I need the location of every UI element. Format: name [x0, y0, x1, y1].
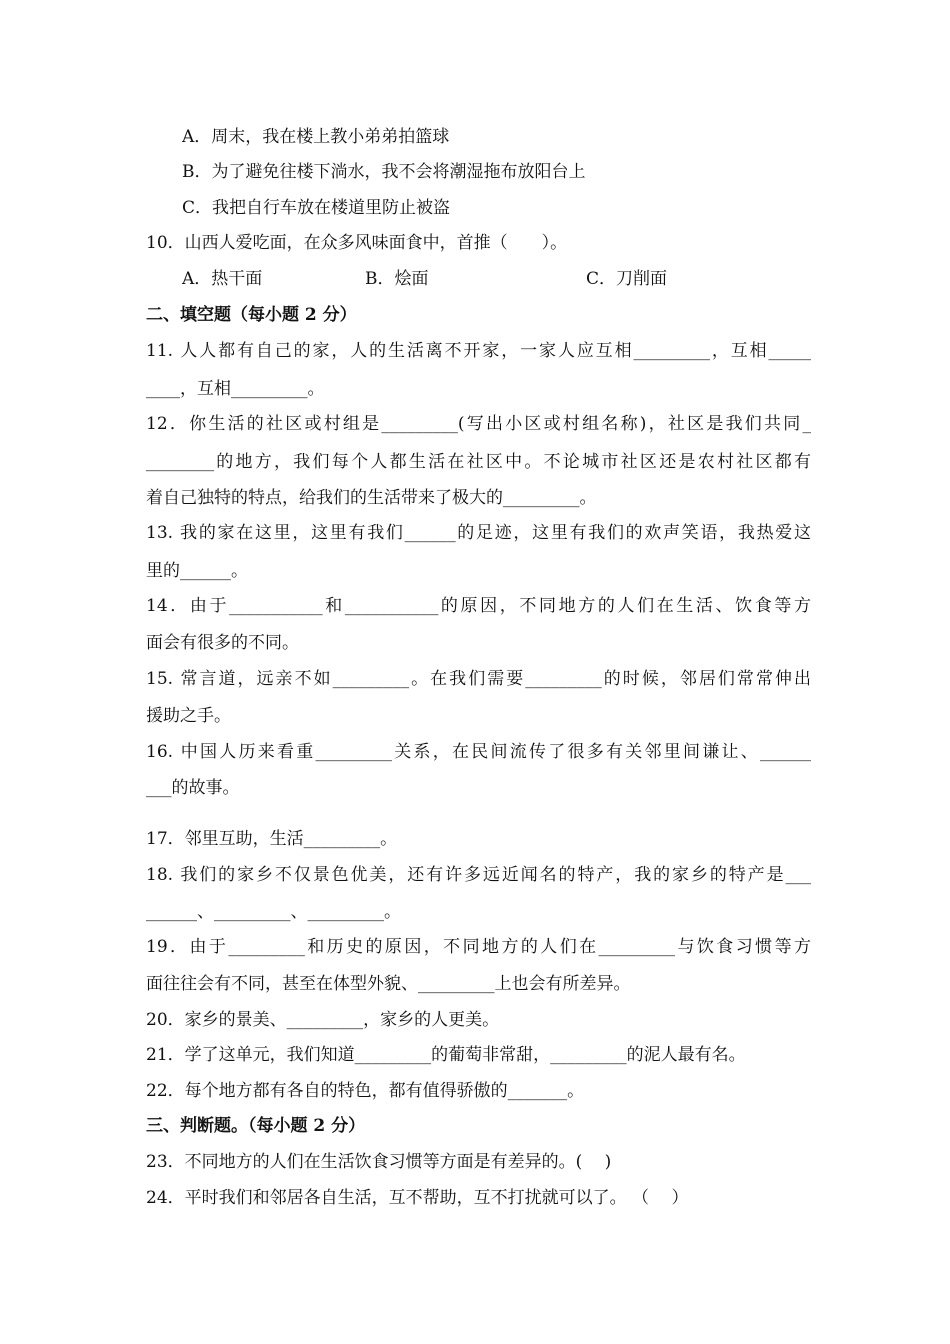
q14-line1: 14．由于___________和___________的原因，不同地方的人们在生活、饮食等方 — [146, 596, 811, 616]
q21: 21．学了这单元，我们知道_________的葡萄非常甜，_________的泥人最有名。 — [146, 1045, 746, 1065]
q10-option-b: B．烩面 — [365, 269, 429, 289]
q15-line2: 援助之手。 — [146, 706, 231, 726]
q13-line2: 里的______。 — [146, 561, 248, 581]
q12-line2: ________的地方，我们每个人都生活在社区中。不论城市社区还是农村社区都有 — [146, 452, 811, 472]
q19-line1: 19．由于_________和历史的原因，不同地方的人们在_________与饮食习惯等方 — [146, 937, 811, 957]
q12-line3: 着自己独特的特点，给我们的生活带来了极大的_________。 — [146, 488, 597, 508]
q18-line2: ______、_________、_________。 — [146, 902, 401, 922]
q15-line1: 15. 常言道，远亲不如_________。在我们需要_________的时候，邻居们常常伸出 — [146, 669, 811, 689]
section2-heading: 二、填空题（每小题 2 分） — [146, 305, 357, 325]
q23: 23．不同地方的人们在生活饮食习惯等方面是有差异的。( ) — [146, 1152, 612, 1172]
q18-line1: 18. 我们的家乡不仅景色优美，还有许多远近闻名的特产，我的家乡的特产是___ — [146, 865, 811, 885]
q11-line2: ____，互相_________。 — [146, 379, 325, 399]
q16-line2: ___的故事。 — [146, 778, 240, 798]
q24: 24．平时我们和邻居各自生活，互不帮助，互不打扰就可以了。 （ ） — [146, 1188, 689, 1208]
section3-heading: 三、判断题。（每小题 2 分） — [146, 1116, 366, 1136]
q10-option-a: A．热干面 — [182, 269, 263, 289]
q9-option-c: C．我把自行车放在楼道里防止被盗 — [182, 198, 451, 218]
q17: 17．邻里互助，生活_________。 — [146, 829, 398, 849]
q19-line2: 面往往会有不同，甚至在体型外貌、_________上也会有所差异。 — [146, 974, 631, 994]
q10-stem: 10．山西人爱吃面，在众多风味面食中，首推（ ）。 — [146, 233, 568, 253]
q9-option-b: B．为了避免往楼下淌水，我不会将潮湿拖布放阳台上 — [182, 162, 586, 182]
q16-line1: 16. 中国人历来看重_________关系，在民间流传了很多有关邻里间谦让、______ — [146, 742, 811, 762]
q12-line1: 12．你生活的社区或村组是_________(写出小区或村组名称)，社区是我们共同_ — [146, 414, 811, 434]
q9-option-a: A．周末，我在楼上教小弟弟拍篮球 — [182, 127, 450, 147]
q11-line1: 11. 人人都有自己的家，人的生活离不开家，一家人应互相_________，互相_____ — [146, 341, 811, 361]
q20: 20．家乡的景美、_________，家乡的人更美。 — [146, 1010, 500, 1030]
q14-line2: 面会有很多的不同。 — [146, 633, 299, 653]
q13-line1: 13. 我的家在这里，这里有我们______的足迹，这里有我们的欢声笑语，我热爱这 — [146, 523, 811, 543]
q22: 22．每个地方都有各自的特色，都有值得骄傲的_______。 — [146, 1081, 585, 1101]
q10-option-c: C．刀削面 — [586, 269, 668, 289]
